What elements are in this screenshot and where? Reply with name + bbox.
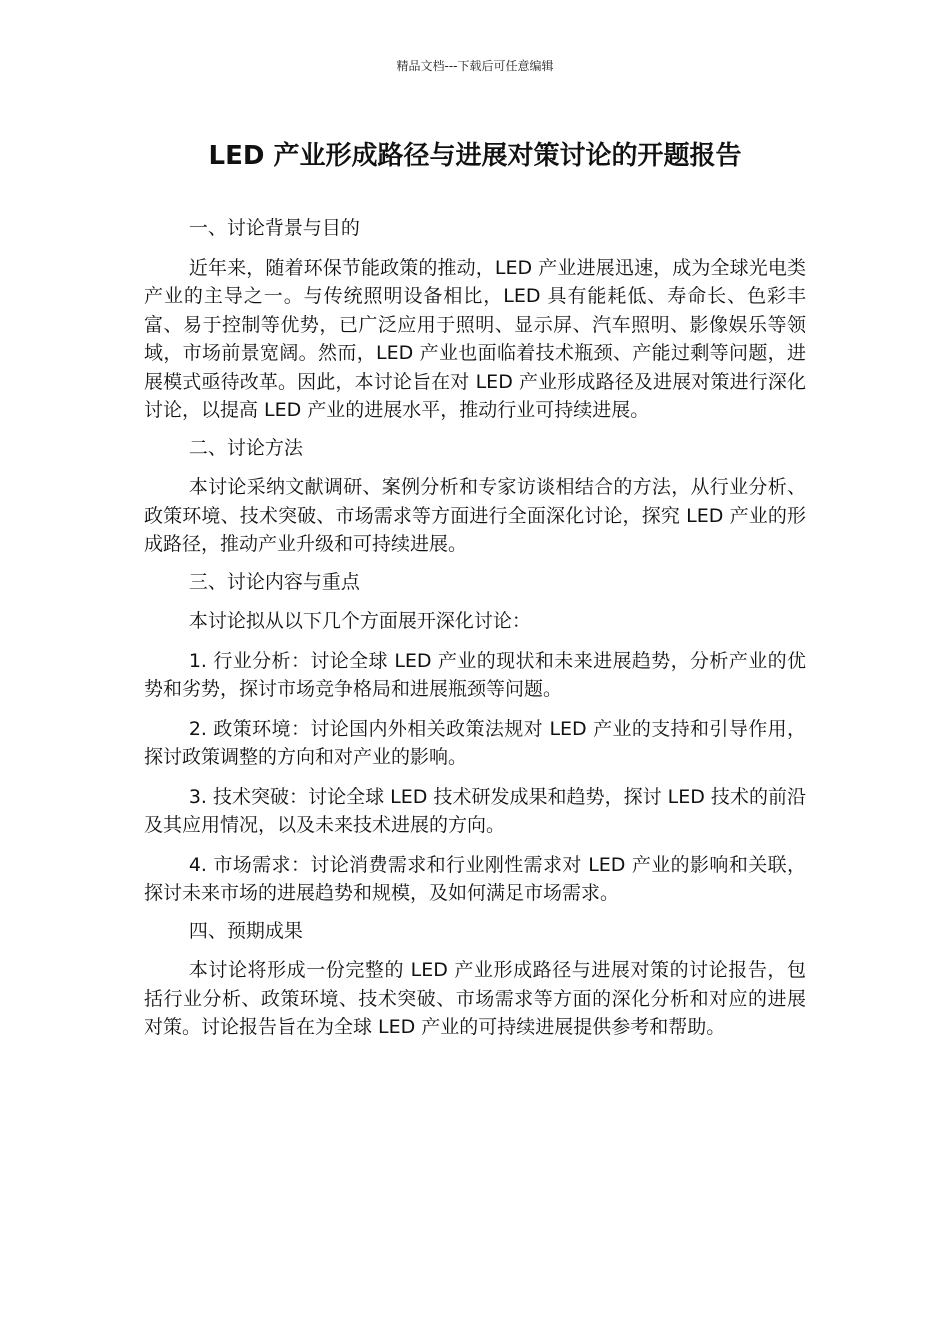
section-heading-content: 三、讨论内容与重点	[188, 570, 360, 593]
section-heading-expected-results: 四、预期成果	[188, 919, 303, 942]
section-paragraph: 本讨论采纳文献调研、案例分析和专家访谈相结合的方法，从行业分析、政策环境、技术突破、市场需求等方面进行全面深化讨论，探究 LED 产业的形成路径，推动产业升级和可持续进展。	[144, 476, 806, 555]
section-heading-background: 一、讨论背景与目的	[188, 217, 360, 239]
list-item-industry-analysis: 1. 行业分析：讨论全球 LED 产业的现状和未来进展趋势，分析产业的优势和劣势，探讨市场竞争格局和进展瓶颈等问题。	[144, 649, 806, 700]
section-paragraph: 本讨论拟从以下几个方面展开深化讨论：	[188, 610, 531, 632]
section-paragraph: 近年来，随着环保节能政策的推动，LED 产业进展迅速，成为全球光电类产业的主导之一。与传统照明设备相比，LED 具有能耗低、寿命长、色彩丰富、易于控制等优势，已广泛应用于照明、显示屏、汽车照明、影像娱乐等领域，市场前景宽阔。然而，LED 产业也面临着技术瓶颈、产能过剩等问题，进展模式亟待改革。因此，本讨论旨在对 LED 产业形成路径及进展对策进行深化讨论，以提高 LED 产业的进展水平，推动行业可持续进展。	[144, 256, 806, 421]
section-paragraph: 本讨论将形成一份完整的 LED 产业形成路径与进展对策的讨论报告，包括行业分析、政策环境、技术突破、市场需求等方面的深化分析和对应的进展对策。讨论报告旨在为全球 LED 产业的可持续进展提供参考和帮助。	[144, 959, 806, 1038]
list-item-market-demand: 4. 市场需求：讨论消费需求和行业刚性需求对 LED 产业的影响和关联，探讨未来市场的进展趋势和规模，及如何满足市场需求。	[144, 853, 806, 904]
page-header: 精品文档---下载后可任意编辑	[396, 59, 554, 73]
list-item-policy-environment: 2. 政策环境：讨论国内外相关政策法规对 LED 产业的支持和引导作用，探讨政策调整的方向和对产业的影响。	[144, 717, 806, 768]
list-item-technology-breakthrough: 3. 技术突破：讨论全球 LED 技术研发成果和趋势，探讨 LED 技术的前沿及其应用情况，以及未来技术进展的方向。	[144, 785, 806, 836]
section-heading-method: 二、讨论方法	[188, 436, 303, 459]
document-title: LED 产业形成路径与进展对策讨论的开题报告	[208, 141, 742, 171]
document-body	[144, 214, 806, 1042]
